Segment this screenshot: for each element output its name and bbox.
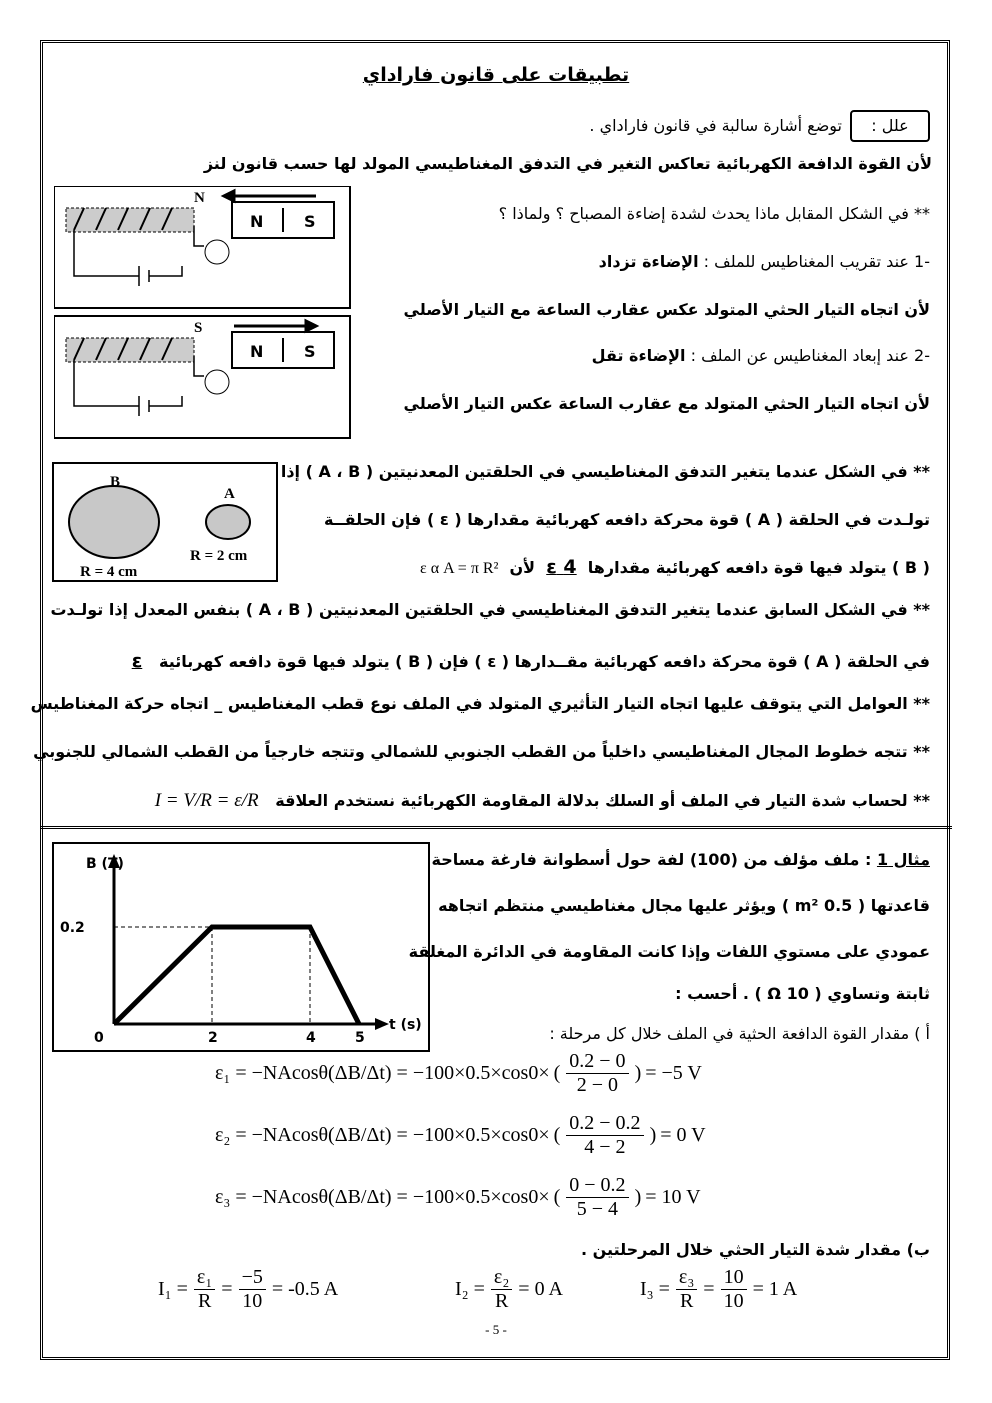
q4-line2 bbox=[132, 650, 930, 672]
example-part-b: ب) مقدار شدة التيار الحثي خلال المرحلتين . bbox=[580, 1240, 930, 1259]
b-t-chart bbox=[52, 842, 430, 1052]
q4-line1: ** في الشكل السابق عندما يتغير التدفق المغناطيسي في الحلقتين المعدنيتين ( A ، B ) بنفس المعدل إذا تولـدت bbox=[50, 600, 930, 619]
text-fragment: الإضاءة تقل bbox=[591, 346, 686, 365]
example-line3: عمودي على مستوي اللفات وإذا كانت المقاومة في الدائرة المغلقة bbox=[408, 942, 930, 961]
text-fragment: 5 − 4 bbox=[576, 1198, 619, 1220]
q3-line3 bbox=[420, 556, 930, 578]
magnet-n-label: N bbox=[250, 212, 264, 231]
text-fragment: ε₁ = −NAcosθ(ΔB/Δt) = −100×0.5×cos0× bbox=[215, 1062, 550, 1084]
text-fragment: = 10 V bbox=[645, 1186, 701, 1208]
pole-label-s: S bbox=[194, 320, 203, 336]
text-fragment: -1 عند تقريب المغناطيس للملف : bbox=[703, 252, 930, 271]
text-fragment: = 0 A bbox=[518, 1278, 563, 1300]
q1-answer: لأن القوة الدافعة الكهربائية تعاكس التغير في التدفق المغناطيسي المولد لها حسب قانون لنز bbox=[203, 154, 932, 173]
q2-reason1: لأن اتجاه التيار الحثي المتولد عكس عقارب الساعة مع التيار الأصلي bbox=[403, 300, 930, 319]
emf-equation: ε₃ = −NAcosθ(ΔB/Δt) = −100×0.5×cos0× ( $\frac{0 - 0.2}{5 - 4}$ ) = 10 V bbox=[215, 1174, 701, 1220]
q2-case2 bbox=[592, 346, 930, 365]
text-fragment: ( B ) يتولد فيها قوة دافعه كهربائية مقدارها bbox=[587, 558, 930, 577]
q1-text: توضع أشارة سالبة في قانون فاراداي . bbox=[589, 116, 842, 135]
text-fragment: ε₃ = −NAcosθ(ΔB/Δt) = −100×0.5×cos0× bbox=[215, 1186, 550, 1208]
text-fragment: نوع قطب المغناطيس _ اتجاه حركة المغناطيس bbox=[30, 694, 397, 713]
text-fragment: ** لحساب شدة التيار في الملف أو السلك بدلالة المقاومة الكهربائية نستخدم العلاقة bbox=[275, 791, 930, 810]
q2-case1 bbox=[599, 252, 930, 271]
text-fragment: 10 bbox=[242, 1290, 263, 1312]
text-fragment: = −5 V bbox=[645, 1062, 702, 1084]
example-line1 bbox=[432, 850, 930, 869]
series-line bbox=[114, 927, 359, 1024]
text-fragment: ** العوامل التي يتوقف عليها اتجاه التيار التأثيري المتولد في الملف bbox=[402, 694, 930, 713]
example-part-a: أ ) مقدار القوة الدافعة الحثية في الملف خلال كل مرحلة : bbox=[549, 1024, 930, 1043]
text-fragment: الإضاءة تزداد bbox=[598, 252, 699, 271]
q7 bbox=[155, 790, 930, 812]
figure-recede bbox=[54, 316, 350, 438]
text-fragment: R = 4 cm bbox=[80, 564, 138, 580]
text-fragment: 0.2 − 0 bbox=[566, 1050, 628, 1074]
text-fragment: 10 bbox=[723, 1290, 744, 1312]
text-fragment: = -0.5 A bbox=[271, 1278, 339, 1300]
q3-line2: تولـدت في الحلقة ( A ) قوة محركة دافعه كهربائية مقدارها ( ε ) فإن الحلقــة bbox=[323, 510, 930, 529]
reason-tag: علل : bbox=[850, 110, 930, 142]
text-fragment: I₁ = bbox=[158, 1278, 188, 1300]
page-number: - 5 - bbox=[485, 1322, 507, 1337]
coil-magnet-figures bbox=[54, 186, 352, 440]
y-axis-label: B (T) bbox=[86, 856, 124, 872]
text-fragment: N bbox=[250, 342, 264, 361]
text-fragment: ε₂ bbox=[491, 1266, 512, 1290]
example-line4: ثابتة وتساوي ( 10 Ω ) . أحسب : bbox=[675, 984, 930, 1003]
current-equation: I₁ = $\frac{\text{ε₁}}{R}$ = $\frac{-5}{10}$ = -0.5 A bbox=[158, 1266, 339, 1312]
text-fragment: لأن bbox=[509, 558, 536, 577]
q6: ** تتجه خطوط المجال المغناطيسي داخلياً من القطب الجنوبي للشمالي وتتجه خارجياً من القطب الشمالي للجنوبي bbox=[33, 742, 930, 761]
rings-figure bbox=[52, 462, 278, 582]
text-fragment: 10 bbox=[721, 1266, 747, 1290]
y-tick-label: 0.2 bbox=[60, 920, 85, 936]
text-fragment: 0.2 − 0.2 bbox=[566, 1112, 643, 1136]
figure-approach bbox=[54, 186, 350, 308]
text-fragment: : ملف مؤلف من (100) لفة حول أسطوانة فارغة مساحة bbox=[431, 850, 872, 869]
text-fragment: في الحلقة ( A ) قوة محركة دافعه كهربائية مقــدارها ( ε ) فإن ( B ) يتولد فيها قوة دافعه كهربائية bbox=[158, 652, 930, 671]
text-fragment: I₃ = bbox=[640, 1278, 670, 1300]
text-fragment: 4 ε bbox=[546, 556, 577, 578]
text-fragment: = 0 V bbox=[660, 1124, 706, 1146]
emf-equation: ε₁ = −NAcosθ(ΔB/Δt) = −100×0.5×cos0× ( $\frac{0.2 - 0}{2 - 0}$ ) = −5 V bbox=[215, 1050, 702, 1096]
text-fragment: مثال 1 bbox=[876, 850, 930, 869]
x-tick-label: 2 bbox=[208, 1030, 218, 1046]
text-fragment: ε₂ = −NAcosθ(ΔB/Δt) = −100×0.5×cos0× bbox=[215, 1124, 550, 1146]
text-fragment: -2 عند إبعاد المغناطيس عن الملف : bbox=[690, 346, 930, 365]
text-fragment: ε bbox=[131, 650, 143, 672]
x-tick-label: 4 bbox=[306, 1030, 316, 1046]
text-fragment: R = 2 cm bbox=[190, 548, 248, 564]
text-fragment: ε₃ bbox=[676, 1266, 697, 1290]
q2-intro: ** في الشكل المقابل ماذا يحدث لشدة إضاءة المصباح ؟ ولماذا ؟ bbox=[498, 204, 930, 223]
text-fragment: 0 − 0.2 bbox=[566, 1174, 628, 1198]
text-fragment: B bbox=[110, 474, 121, 490]
text-fragment: S bbox=[304, 342, 316, 361]
q3-line1: ** في الشكل عندما يتغير التدفق المغناطيسي في الحلقتين المعدنيتين ( A ، B ) إذا bbox=[280, 462, 930, 481]
x-tick-label: 5 bbox=[355, 1030, 365, 1046]
x-axis-arrow bbox=[375, 1018, 389, 1030]
pole-label-n: N bbox=[194, 190, 205, 206]
current-equation: I₃ = $\frac{\text{ε₃}}{R}$ = $\frac{10}{10}$ = 1 A bbox=[640, 1266, 798, 1312]
text-fragment: 4 − 2 bbox=[584, 1136, 626, 1158]
section-divider bbox=[40, 826, 952, 829]
example-line2: قاعدتها ( 0.5 m² ) ويؤثر عليها مجال مغناطيسي منتظم اتجاهه bbox=[438, 896, 930, 915]
emf-equation: ε₂ = −NAcosθ(ΔB/Δt) = −100×0.5×cos0× ( $\frac{0.2 - 0.2}{4 - 2}$ ) = 0 V bbox=[215, 1112, 706, 1158]
x-tick-label: 0 bbox=[94, 1030, 104, 1046]
text-fragment: = 1 A bbox=[752, 1278, 798, 1300]
current-equation: I₂ = $\frac{\text{ε₂}}{R}$ = 0 A bbox=[455, 1266, 563, 1312]
page-title: تطبيقات على قانون فاراداي bbox=[362, 64, 630, 86]
text-fragment: ε α A = π R² bbox=[420, 560, 499, 577]
q5 bbox=[31, 694, 930, 713]
text-fragment: −5 bbox=[239, 1266, 266, 1290]
magnet-s-label: S bbox=[304, 212, 316, 231]
text-fragment: ε₁ bbox=[194, 1266, 215, 1290]
x-axis-label: t (s) bbox=[389, 1017, 422, 1033]
text-fragment: I = V/R = ε/R bbox=[154, 790, 259, 811]
text-fragment: 2 − 0 bbox=[576, 1074, 619, 1096]
q2-reason2: لأن اتجاه التيار الحثي المتولد مع عقارب الساعة عكس التيار الأصلي bbox=[403, 394, 930, 413]
text-fragment: A bbox=[224, 486, 235, 502]
text-fragment: I₂ = bbox=[455, 1278, 485, 1300]
